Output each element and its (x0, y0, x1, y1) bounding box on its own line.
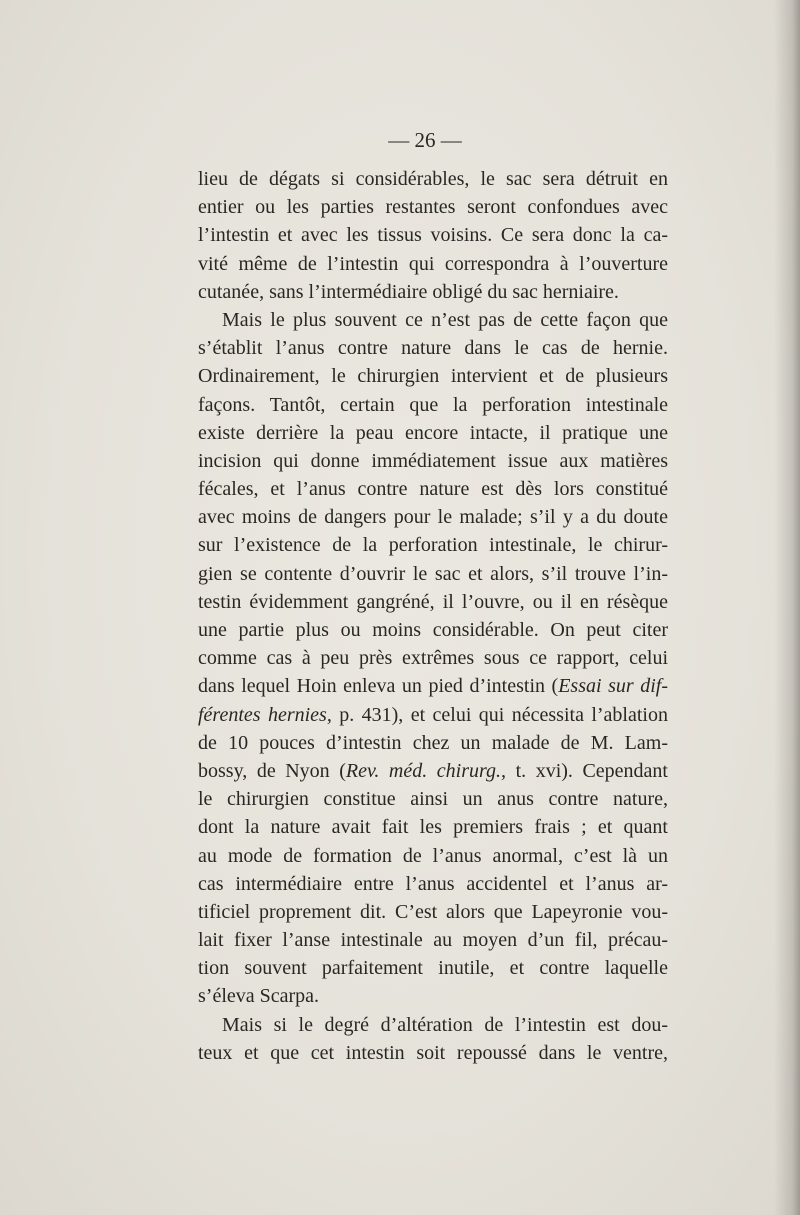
text-line: avec moins de dangers pour le malade; s’il y a du doute (198, 506, 668, 529)
text-line: Ordinairement, le chirurgien intervient et de plusieurs (198, 365, 668, 388)
text-line: une partie plus ou moins considérable. On peut citer (198, 619, 668, 641)
citation-italic: Rev. méd. chirurg., (345, 759, 507, 782)
citation-italic: Essai sur dif- (558, 675, 668, 698)
text-line: façons. Tantôt, certain que la perforation intestinale (198, 393, 668, 416)
text-line: s’éleva Scarpa. (198, 985, 320, 1008)
text-line: comme cas à peu près extrêmes sous ce rapport, celui (198, 647, 668, 670)
text-line: de 10 pouces d’intestin chez un malade de M. Lam- (198, 731, 668, 754)
text-line: cas intermédiaire entre l’anus accidentel et l’anus ar- (198, 872, 668, 895)
text-run: bossy, de Nyon ( (198, 759, 346, 782)
page-number: — 26 — (388, 128, 462, 152)
text-line (198, 701, 668, 729)
text-line: dont la nature avait fait les premiers frais ; et quant (198, 816, 668, 839)
text-line: entier ou les parties restantes seront confondues avec (198, 196, 668, 219)
text-line: au mode de formation de l’anus anormal, c’est là un (198, 844, 668, 867)
text-run: dans lequel Hoin enleva un pied d’intestin ( (198, 675, 559, 698)
text-line: incision qui donne immédiatement issue aux matières (198, 449, 668, 472)
text-line: tion souvent parfaitement inutile, et contre laquelle (198, 957, 668, 980)
text-line: testin évidemment gangréné, il l’ouvre, ou il en résèque (198, 590, 668, 613)
text-run: p. 431), et celui qui nécessita l’ablation (331, 703, 668, 726)
text-line: Mais le plus souvent ce n’est pas de cette façon que (222, 308, 668, 331)
text-line: cutanée, sans l’intermédiaire obligé du sac herniaire. (198, 280, 619, 303)
body-text (198, 165, 668, 1067)
text-line: gien se contente d’ouvrir le sac et alors, s’il trouve l’in- (198, 562, 668, 585)
text-line: Mais si le degré d’altération de l’intestin est dou- (222, 1013, 668, 1036)
text-line: teux et que cet intestin soit repoussé dans le ventre, (198, 1041, 668, 1064)
page-edge-shadow (774, 0, 800, 1215)
text-line (198, 672, 668, 700)
text-line: tificiel proprement dit. C’est alors que Lapeyronie vou- (198, 900, 668, 923)
text-run: t. xvi). Cependant (506, 759, 668, 782)
text-line (198, 757, 668, 785)
text-line: existe derrière la peau encore intacte, il pratique une (198, 421, 668, 444)
text-line: sur l’existence de la perforation intestinale, le chirur- (198, 534, 668, 557)
text-line: le chirurgien constitue ainsi un anus contre nature, (198, 788, 668, 811)
citation-italic: férentes hernies, (198, 703, 332, 726)
text-line: lait fixer l’anse intestinale au moyen d’un fil, précau- (198, 929, 668, 952)
text-line: l’intestin et avec les tissus voisins. Ce sera donc la ca- (198, 224, 668, 247)
text-line: vité même de l’intestin qui correspondra à l’ouverture (198, 252, 668, 275)
text-line: s’établit l’anus contre nature dans le cas de hernie. (198, 337, 668, 360)
text-line: fécales, et l’anus contre nature est dès lors constitué (198, 478, 668, 501)
text-line: lieu de dégats si considérables, le sac sera détruit en (198, 168, 668, 190)
